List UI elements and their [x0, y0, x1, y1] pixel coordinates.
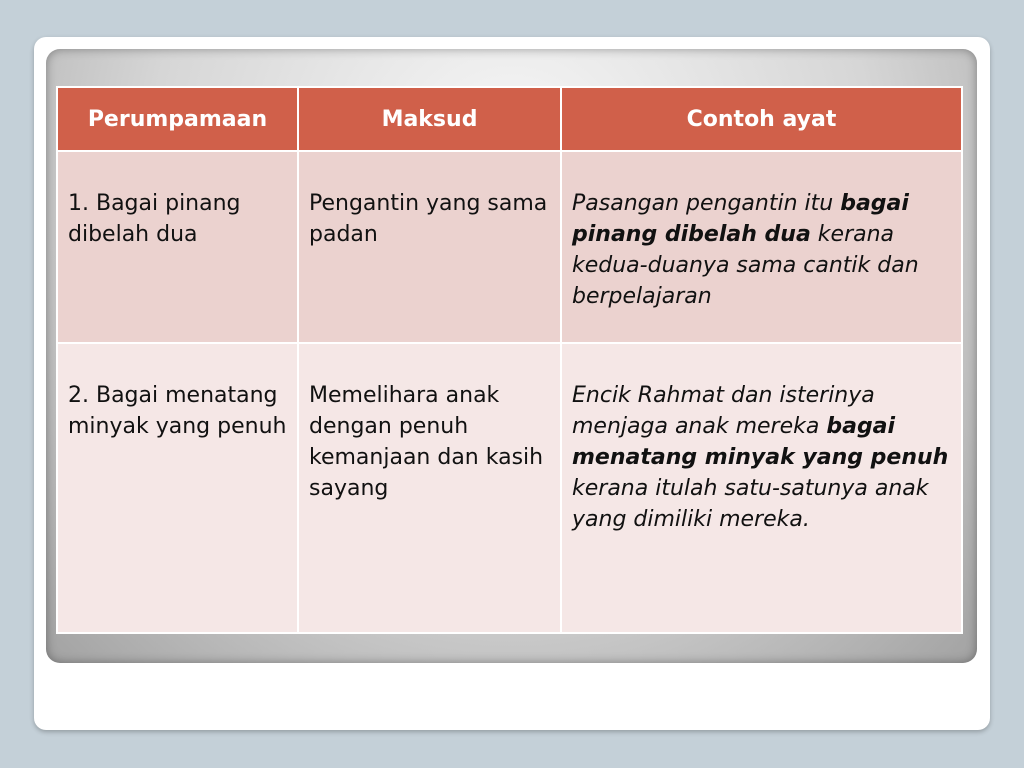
- cell-perumpamaan: 1. Bagai pinang dibelah dua: [57, 151, 298, 343]
- cell-perumpamaan: 2. Bagai menatang minyak yang penuh: [57, 343, 298, 633]
- table-row: [57, 151, 962, 343]
- cell-maksud: Pengantin yang sama padan: [298, 151, 561, 343]
- example-highlight: bagai menatang minyak yang penuh: [572, 414, 949, 470]
- example-text: kerana itulah satu-satunya anak yang dimiliki mereka.: [572, 476, 929, 532]
- cell-contoh-ayat: [561, 151, 962, 343]
- table-header-row: [57, 87, 962, 151]
- header-perumpamaan: Perumpamaan: [57, 87, 298, 151]
- header-contoh-ayat: Contoh ayat: [561, 87, 962, 151]
- example-highlight: bagai pinang dibelah dua: [572, 191, 909, 247]
- example-text: Pasangan pengantin itu: [572, 191, 841, 216]
- example-text: kerana kedua-duanya sama cantik dan berpelajaran: [572, 222, 919, 309]
- cell-contoh-ayat: [561, 343, 962, 633]
- header-maksud: Maksud: [298, 87, 561, 151]
- table-row: [57, 343, 962, 633]
- example-text: Encik Rahmat dan isterinya menjaga anak mereka: [572, 383, 875, 439]
- simile-table: [56, 86, 963, 634]
- cell-maksud: Memelihara anak dengan penuh kemanjaan dan kasih sayang: [298, 343, 561, 633]
